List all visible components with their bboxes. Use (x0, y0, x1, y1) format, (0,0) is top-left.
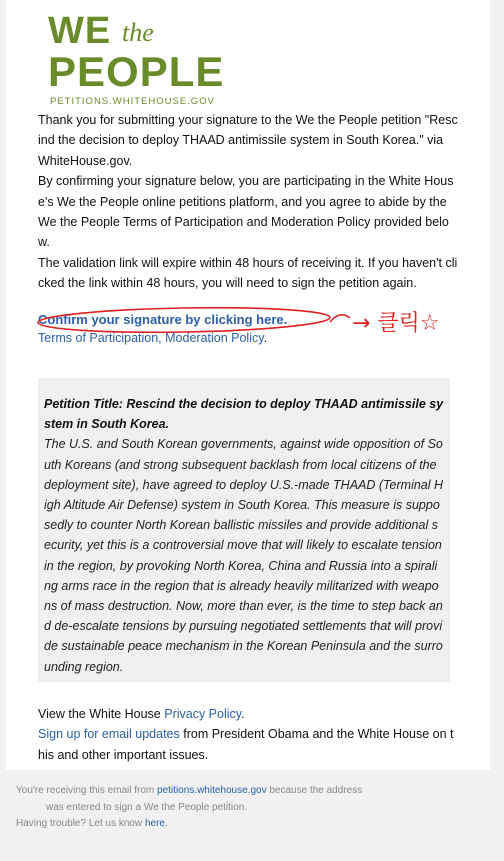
help-here-link[interactable]: here (144, 818, 165, 829)
intro-paragraph-thanks: Thank you for submitting your signature to the We the People petition "Rescind the decision to deploy THAAD antimissile system in South Korea." via WhiteHouse.gov. (38, 113, 458, 168)
logo-the-text: the (122, 18, 154, 47)
fine-print (16, 783, 416, 833)
fine-print-line-2: was entered to sign a We the People petition. (46, 801, 248, 813)
logo-url-text: PETITIONS.WHITEHOUSE.GOV (50, 96, 215, 107)
fine-print-line-1 (16, 783, 416, 800)
petition-title: Petition Title: Rescind the decision to deploy THAAD antimissile system in South Korea. (44, 397, 444, 432)
trouble-prefix: Having trouble? Let us know (16, 818, 145, 829)
signup-suffix: from President Obama and the White House on this and other important issues. (38, 727, 454, 762)
privacy-prefix: View the White House (38, 707, 165, 721)
fine-print-line-3 (16, 816, 416, 833)
petitions-site-link[interactable]: petitions.whitehouse.gov (157, 785, 267, 796)
fine-print-suffix: because the address (266, 785, 363, 796)
petition-body: The U.S. and South Korean governments, against wide opposition of South Koreans (and strong subsequent backlash from local citizens of the deployment site), have agreed to deploy U.S.-made THAAD (Terminal High Altitude Air Defense) system in South Korea. This measure is supposedly to counter North Korean ballistic missiles and provide additional security, yet this is a controversial move that will likely to escalate tension in the region, by provoking North Korea, China and Russia into a spiraling arms race in the region that is already heavily militarized with weapons of mass destruction. Now, more than ever, is the time to step back and de-escalate tensions by pursuing negotiated settlements that will provide sustainable peace mechanism in the Korean Peninsula and the surrounding region. (44, 437, 444, 674)
intro-text (38, 110, 458, 294)
terms-line (38, 331, 267, 345)
privacy-policy-link[interactable]: Privacy Policy (164, 707, 242, 721)
privacy-line (38, 704, 458, 724)
confirm-signature-link[interactable]: Confirm your signature by clicking here. (38, 312, 288, 327)
email-footer (38, 704, 458, 765)
annotation-handwriting: → 클릭☆ (352, 311, 440, 336)
email-signup-link[interactable]: Sign up for email updates (38, 727, 180, 742)
logo-people-text: PEOPLE (48, 48, 225, 95)
trouble-suffix: . (164, 818, 168, 829)
terms-moderation-link[interactable]: Terms of Participation, Moderation Policy (38, 331, 264, 345)
petition-details-box (38, 378, 450, 682)
intro-paragraph-confirm: By confirming your signature below, you are participating in the White House's We the People online petitions platform, and you agree to abide by the We the People Terms of Participation and Moderation Policy provided below. (38, 174, 454, 250)
intro-paragraph-expiry: The validation link will expire within 48 hours of receiving it. If you haven't clicked the link within 48 hours, you will need to sign the petition again. (38, 255, 458, 291)
logo-we-text: WE (48, 10, 112, 52)
signup-line (38, 724, 458, 765)
we-the-people-logo (48, 10, 225, 110)
fine-print-prefix: You're receiving this email from (16, 785, 158, 796)
terms-period: . (263, 331, 268, 345)
privacy-suffix: . (241, 707, 245, 721)
